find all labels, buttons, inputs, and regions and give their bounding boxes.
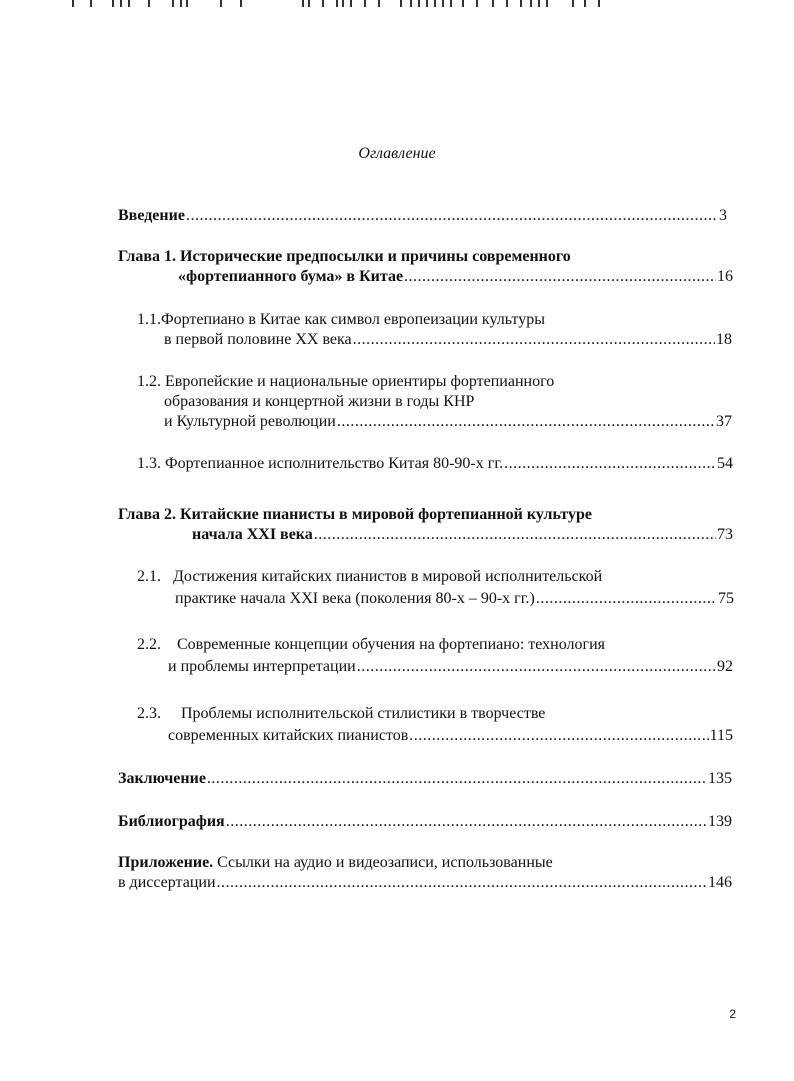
toc-entry-label: Приложение. xyxy=(118,854,214,871)
toc-heading: Оглавление xyxy=(358,145,436,162)
toc-page-number: 3 xyxy=(719,207,727,224)
dot-leader xyxy=(186,206,718,226)
toc-entry-label: «фортепианного бума» в Китае xyxy=(178,268,404,285)
toc-section-1-2-line-2[interactable] xyxy=(164,392,474,412)
toc-entry-appendix-line-1[interactable] xyxy=(118,853,553,873)
toc-entry-label: Глава 2. Китайские пианисты в мировой фортепианной культуре xyxy=(118,506,592,523)
toc-chapter-2-line-1[interactable] xyxy=(118,505,592,525)
toc-page-number: 135 xyxy=(708,770,732,787)
toc-entry-label: 1.2. Европейские и национальные ориентиры фортепианного xyxy=(137,373,555,390)
dot-leader xyxy=(314,525,716,545)
toc-entry-label: начала XXI века xyxy=(192,526,313,543)
dot-leader xyxy=(337,412,715,432)
dot-leader xyxy=(536,589,717,609)
toc-page-number: 146 xyxy=(708,874,732,891)
dot-leader xyxy=(504,454,716,474)
toc-entry-label: практике начала XXI века (поколения 80-х – 90-х гг.) xyxy=(175,590,535,607)
toc-entry-label: Глава 1. Исторические предпосылки и причины современного xyxy=(118,248,571,265)
toc-entry-label: 2.1. Достижения китайских пианистов в мировой исполнительской xyxy=(137,568,603,585)
toc-entry-label: 1.3. Фортепианное исполнительство Китая 80-90-х гг. xyxy=(137,455,504,472)
toc-page-number: 139 xyxy=(708,813,732,830)
toc-entry-label: в первой половине XX века xyxy=(164,331,352,348)
toc-entry-label: 1.1.Фортепиано в Китае как символ европеизации культуры xyxy=(137,311,545,328)
toc-section-1-1-line-1[interactable] xyxy=(137,310,545,330)
dot-leader xyxy=(404,267,716,287)
toc-entry-appendix-line-2[interactable] xyxy=(118,873,732,893)
toc-page-number: 73 xyxy=(717,526,733,543)
toc-entry-label: 2.3. Проблемы исполнительской стилистики в творчестве xyxy=(137,705,546,722)
toc-page-number: 37 xyxy=(716,413,732,430)
toc-entry-label: Библиография xyxy=(118,813,225,830)
toc-entry-label: и Культурной революции xyxy=(164,413,336,430)
toc-section-1-2-line-1[interactable] xyxy=(137,372,554,392)
page-number: 2 xyxy=(729,1007,736,1021)
toc-page-number: 18 xyxy=(716,331,732,348)
dot-leader xyxy=(357,657,716,677)
toc-page-number: 16 xyxy=(717,268,733,285)
toc-entry-label: Введение xyxy=(118,207,185,224)
dot-leader xyxy=(217,873,707,893)
toc-entry-intro[interactable] xyxy=(118,206,727,226)
toc-entry-label: в диссертации xyxy=(118,874,216,891)
toc-section-2-3-line-2[interactable] xyxy=(168,726,733,746)
toc-entry-description: Ссылки на аудио и видеозаписи, использованные xyxy=(213,854,553,871)
toc-chapter-2-line-2[interactable] xyxy=(192,525,733,545)
toc-entry-label: современных китайских пианистов xyxy=(168,727,409,744)
toc-section-2-3-line-1[interactable] xyxy=(137,704,545,724)
toc-page-number: 75 xyxy=(718,590,734,607)
toc-chapter-1-line-2[interactable] xyxy=(178,267,733,287)
toc-section-2-1-line-1[interactable] xyxy=(137,567,602,587)
toc-page-number: 92 xyxy=(717,658,733,675)
toc-entry-conclusion[interactable] xyxy=(118,769,732,789)
dot-leader xyxy=(353,330,715,350)
toc-section-2-2-line-1[interactable] xyxy=(137,635,605,655)
toc-section-2-1-line-2[interactable] xyxy=(175,589,734,609)
toc-entry-label: 2.2. Современные концепции обучения на фортепиано: технология xyxy=(137,636,605,653)
toc-entry-label: Заключение xyxy=(118,770,206,787)
toc-section-1-1-line-2[interactable] xyxy=(164,330,732,350)
toc-section-1-3[interactable] xyxy=(137,454,733,474)
scan-artifact-marks xyxy=(60,0,620,12)
toc-section-1-2-line-3[interactable] xyxy=(164,412,732,432)
toc-page-number: 115 xyxy=(709,727,733,744)
dot-leader xyxy=(207,769,707,789)
toc-entry-label: и проблемы интерпретации xyxy=(168,658,356,675)
toc-section-2-2-line-2[interactable] xyxy=(168,657,733,677)
toc-page-number: 54 xyxy=(717,455,733,472)
toc-entry-bibliography[interactable] xyxy=(118,812,732,832)
toc-chapter-1-line-1[interactable] xyxy=(118,247,571,267)
toc-entry-label: образования и концертной жизни в годы КНР xyxy=(164,393,475,410)
dot-leader xyxy=(226,812,707,832)
dot-leader xyxy=(409,726,708,746)
